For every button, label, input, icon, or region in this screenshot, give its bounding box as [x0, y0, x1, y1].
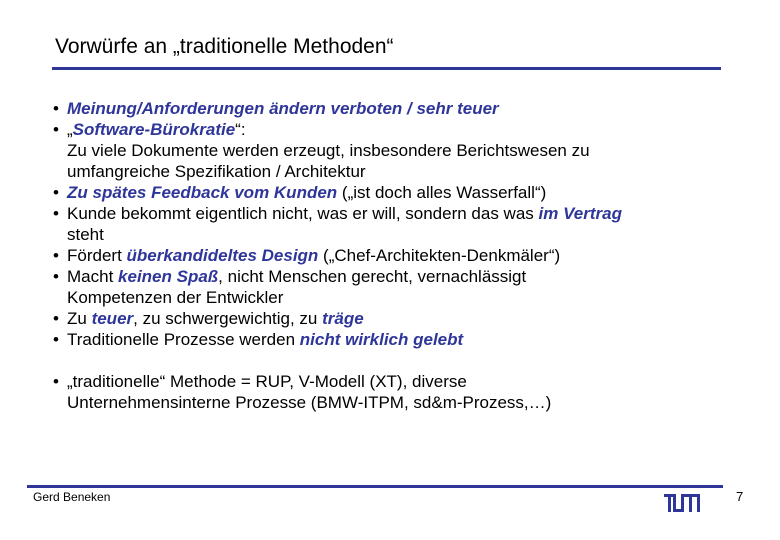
slide-title: Vorwürfe an „traditionelle Methoden“	[55, 35, 394, 58]
bullet-highlight: Zu spätes Feedback vom Kunden	[67, 183, 338, 202]
bullet-text: Fördert	[67, 246, 127, 265]
bullet-text: , zu schwergewichtig, zu	[133, 309, 323, 328]
bullet-item	[53, 266, 743, 308]
bullet-item	[53, 371, 743, 413]
bullet-item	[53, 203, 743, 245]
footer-author: Gerd Beneken	[33, 490, 111, 504]
page-number: 7	[736, 489, 744, 504]
bullet-text: „traditionelle“ Methode = RUP, V-Modell (XT), diverse	[67, 372, 467, 391]
bullet-dot: •	[53, 246, 59, 265]
bullet-item	[53, 308, 743, 329]
bullet-text: , nicht Menschen gerecht, vernachlässigt	[218, 267, 527, 286]
bullet-text: („ist doch alles Wasserfall“)	[337, 183, 547, 202]
bullet-highlight: nicht wirklich gelebt	[299, 330, 464, 349]
title-divider	[52, 67, 721, 70]
bullet-list	[53, 98, 743, 413]
bullet-text: Kompetenzen der Entwickler	[67, 288, 284, 307]
bullet-text: “:	[235, 120, 246, 139]
bullet-item	[53, 119, 743, 182]
bullet-item	[53, 182, 743, 203]
bullet-text: („Chef-Architekten-Denkmäler“)	[318, 246, 561, 265]
bullet-text: Zu viele Dokumente werden erzeugt, insbesondere Berichtswesen zu	[67, 141, 590, 160]
bullet-highlight: teuer	[91, 309, 134, 328]
bullet-text: umfangreiche Spezifikation / Architektur	[67, 162, 366, 181]
footer-divider	[27, 485, 723, 488]
bullet-text: Macht	[67, 267, 119, 286]
bullet-item	[53, 98, 743, 119]
bullet-highlight: überkandideltes Design	[126, 246, 319, 265]
bullet-dot: •	[53, 330, 59, 349]
bullet-dot: •	[53, 99, 59, 118]
bullet-dot: •	[53, 267, 59, 286]
bullet-dot: •	[53, 183, 59, 202]
bullet-dot: •	[53, 120, 59, 139]
bullet-item	[53, 245, 743, 266]
bullet-text: „	[67, 120, 73, 139]
bullet-text: Zu	[67, 309, 92, 328]
bullet-dot: •	[53, 372, 59, 391]
bullet-text: steht	[67, 225, 104, 244]
bullet-dot: •	[53, 309, 59, 328]
bullet-highlight: Meinung/Anforderungen ändern verboten / sehr teuer	[67, 99, 499, 118]
bullet-item	[53, 329, 743, 350]
bullet-highlight: im Vertrag	[538, 204, 622, 223]
bullet-highlight: Software-Bürokratie	[72, 120, 236, 139]
bullet-text: Unternehmensinterne Prozesse (BMW-ITPM, sd&m-Prozess,…)	[67, 393, 552, 412]
bullet-dot: •	[53, 204, 59, 223]
tum-logo-icon	[664, 494, 700, 512]
bullet-text: Traditionelle Prozesse werden	[67, 330, 300, 349]
bullet-highlight: träge	[322, 309, 364, 328]
bullet-highlight: keinen Spaß	[118, 267, 219, 286]
bullet-text: Kunde bekommt eigentlich nicht, was er will, sondern das was	[67, 204, 539, 223]
